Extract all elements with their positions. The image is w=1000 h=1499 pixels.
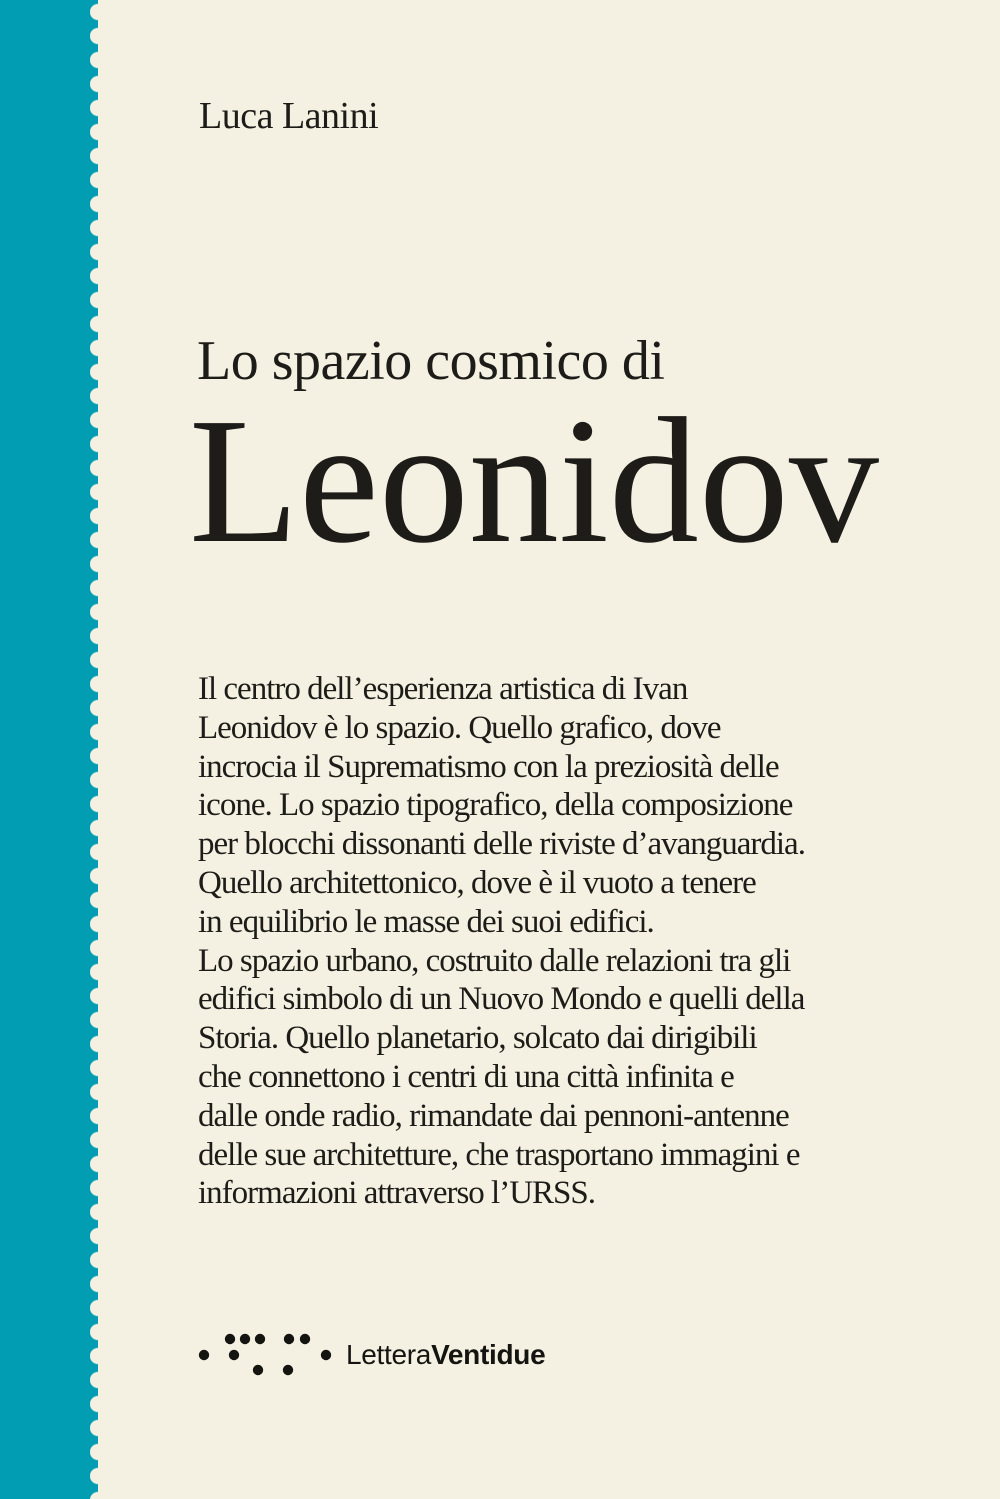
title-main: Leonidov (189, 381, 879, 580)
synopsis-line: icone. Lo spazio tipografico, della composizione (198, 787, 793, 824)
left-band (0, 0, 98, 1499)
synopsis-line: Storia. Quello planetario, solcato dai dirigibili (198, 1020, 757, 1057)
braille-dots-icon (198, 1333, 338, 1377)
synopsis-line: che connettono i centri di una città infinita e (198, 1058, 734, 1095)
author-name: Luca Lanini (199, 95, 379, 137)
synopsis-line: dalle onde radio, rimandate dai pennoni-antenne (198, 1097, 789, 1134)
publisher-name (346, 1333, 545, 1377)
title-kicker: Lo spazio cosmico di (197, 330, 665, 392)
synopsis-line: incrocia il Suprematismo con la preziosità delle (198, 748, 779, 785)
synopsis-line: edifici simbolo di un Nuovo Mondo e quelli della (198, 981, 805, 1018)
stamp-perforation-edge (90, 0, 107, 1499)
publisher-name-regular: Lettera (346, 1339, 432, 1370)
synopsis-line: informazioni attraverso l’URSS. (198, 1175, 596, 1212)
synopsis-line: in equilibrio le masse dei suoi edifici. (198, 903, 654, 940)
synopsis-line: Quello architettonico, dove è il vuoto a tenere (198, 864, 756, 901)
publisher-name-bold: Ventidue (431, 1339, 546, 1370)
publisher-logo (198, 1333, 545, 1377)
synopsis-line: Leonidov è lo spazio. Quello grafico, dove (198, 709, 721, 746)
synopsis-line: per blocchi dissonanti delle riviste d’avanguardia. (198, 826, 805, 863)
synopsis-line: Lo spazio urbano, costruito dalle relazioni tra gli (198, 942, 791, 979)
synopsis-line: Il centro dell’esperienza artistica di Ivan (198, 671, 688, 707)
synopsis (198, 670, 918, 1213)
synopsis-line: delle sue architetture, che trasportano immagini e (198, 1136, 800, 1173)
